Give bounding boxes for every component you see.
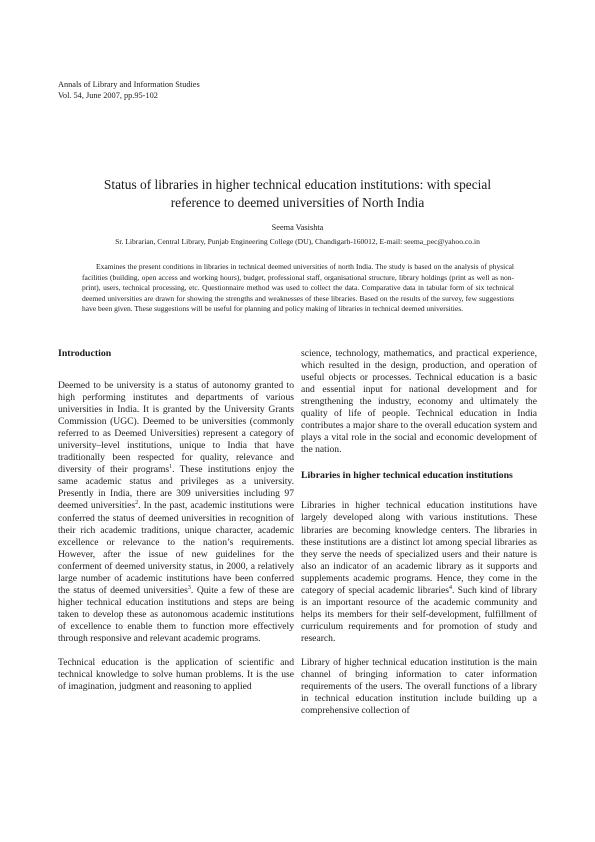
libraries-paragraph-1	[301, 500, 537, 645]
abstract: Examines the present conditions in libraries in technical deemed universities of north India. The study is based on the analysis of physical facilities (building, open access and working hours), budget, professional staff, organisational structure, library holdings (print as well as non-print), users, technical processing, etc. Questionnaire method was used to collect the data. Comparative data in tabular form of six technical deemed universities are drawn for showing the strengths and weaknesses of these libraries. Based on the results of the survey, few suggestions have been given. These suggestions will be useful for planning and policy making of libraries in technical deemed universities.	[82, 262, 514, 314]
right-column	[301, 348, 537, 729]
section-heading-introduction: Introduction	[58, 348, 112, 359]
footnote-ref-3: 3	[187, 584, 191, 591]
text-run: Deemed to be university is a status of autonomy granted to high performing institutes and departments of various universities in India. It is granted by the University Grants Commission (UGC). Deemed to be universities (commonly referred to as Deemed Universities) represent a category of university–level institutions, unique to India that have traditionally been respected for quality, relevance and diversity of their programs	[58, 380, 294, 476]
introduction-paragraph-2: Technical education is the application of scientific and technical knowledge to solve human problems. It is the use of imagination, judgment and reasoning to applied	[58, 657, 294, 693]
text-run: . These institutions enjoy the same academic status and privileges as a university. Presently in India, there are 309 universities including 97 deemed universities	[58, 464, 294, 512]
text-run: . Such kind of library is an important resource of the academic community and helps its members for their self-development, fulfillment of curriculum requirements and for promotion of study and research.	[301, 584, 537, 644]
journal-header	[58, 79, 200, 101]
footnote-ref-1: 1	[169, 464, 173, 471]
journal-volume: Vol. 54, June 2007, pp.95-102	[58, 91, 158, 100]
text-run: . In the past, academic institutions were conferred the status of deemed universities in recognition of their rich academic traditions, unique character, academic excellence or relevance to the nation’s requirements. However, after the issue of new guidelines for the conferment of deemed university status, in 2000, a relatively large number of academic institutions have been conferred the status of deemed universities	[58, 500, 295, 596]
section-heading-libraries: Libraries in higher technical education institutions	[301, 470, 513, 482]
title-line-2: reference to deemed universities of North India	[170, 195, 425, 210]
title-line-1: Status of libraries in higher technical education institutions: with special	[103, 177, 492, 192]
article-title	[60, 176, 535, 212]
author-affiliation: Sr. Librarian, Central Library, Punjab Engineering College (DU), Chandigarh-160012, E-mail: seema_pec@yahoo.co.in	[115, 237, 480, 246]
left-column	[58, 348, 294, 705]
text-run: . Quite a few of these are higher technical education institutions and steps are being taken to develop these as autonomous academic institutions of excellence to enable them to function more effectively through responsive and relevant academic programs.	[58, 584, 294, 644]
footnote-ref-2: 2	[135, 500, 139, 507]
introduction-paragraph-continued: science, technology, mathematics, and practical experience, which resulted in the design, production, and operation of useful objects or processes. Technical education is a basic and essential input for national development and for strengthening the industry, economy and ultimately the quality of life of people. Technical education in India contributes a major share to the overall education system and plays a vital role in the social and economic development of the nation.	[301, 348, 537, 456]
introduction-paragraph-1	[58, 380, 294, 645]
author-name: Seema Vasishta	[271, 223, 324, 232]
text-run: Libraries in higher technical education institutions have largely developed along with various institutions. These libraries are becoming knowledge centers. The libraries in these institutions are a distinct lot among special libraries as they serve the needs of specialized users and their nature is also an indicator of an academic library as it supports and supplements academic programs. Hence, they come in the category of special academic libraries	[301, 500, 537, 596]
footnote-ref-4: 4	[449, 584, 453, 591]
journal-name: Annals of Library and Information Studies	[58, 80, 200, 89]
libraries-paragraph-2: Library of higher technical education institution is the main channel of bringing information to cater information requirements of the users. The overall functions of a library in technical education institution include building up a comprehensive collection of	[301, 656, 537, 717]
